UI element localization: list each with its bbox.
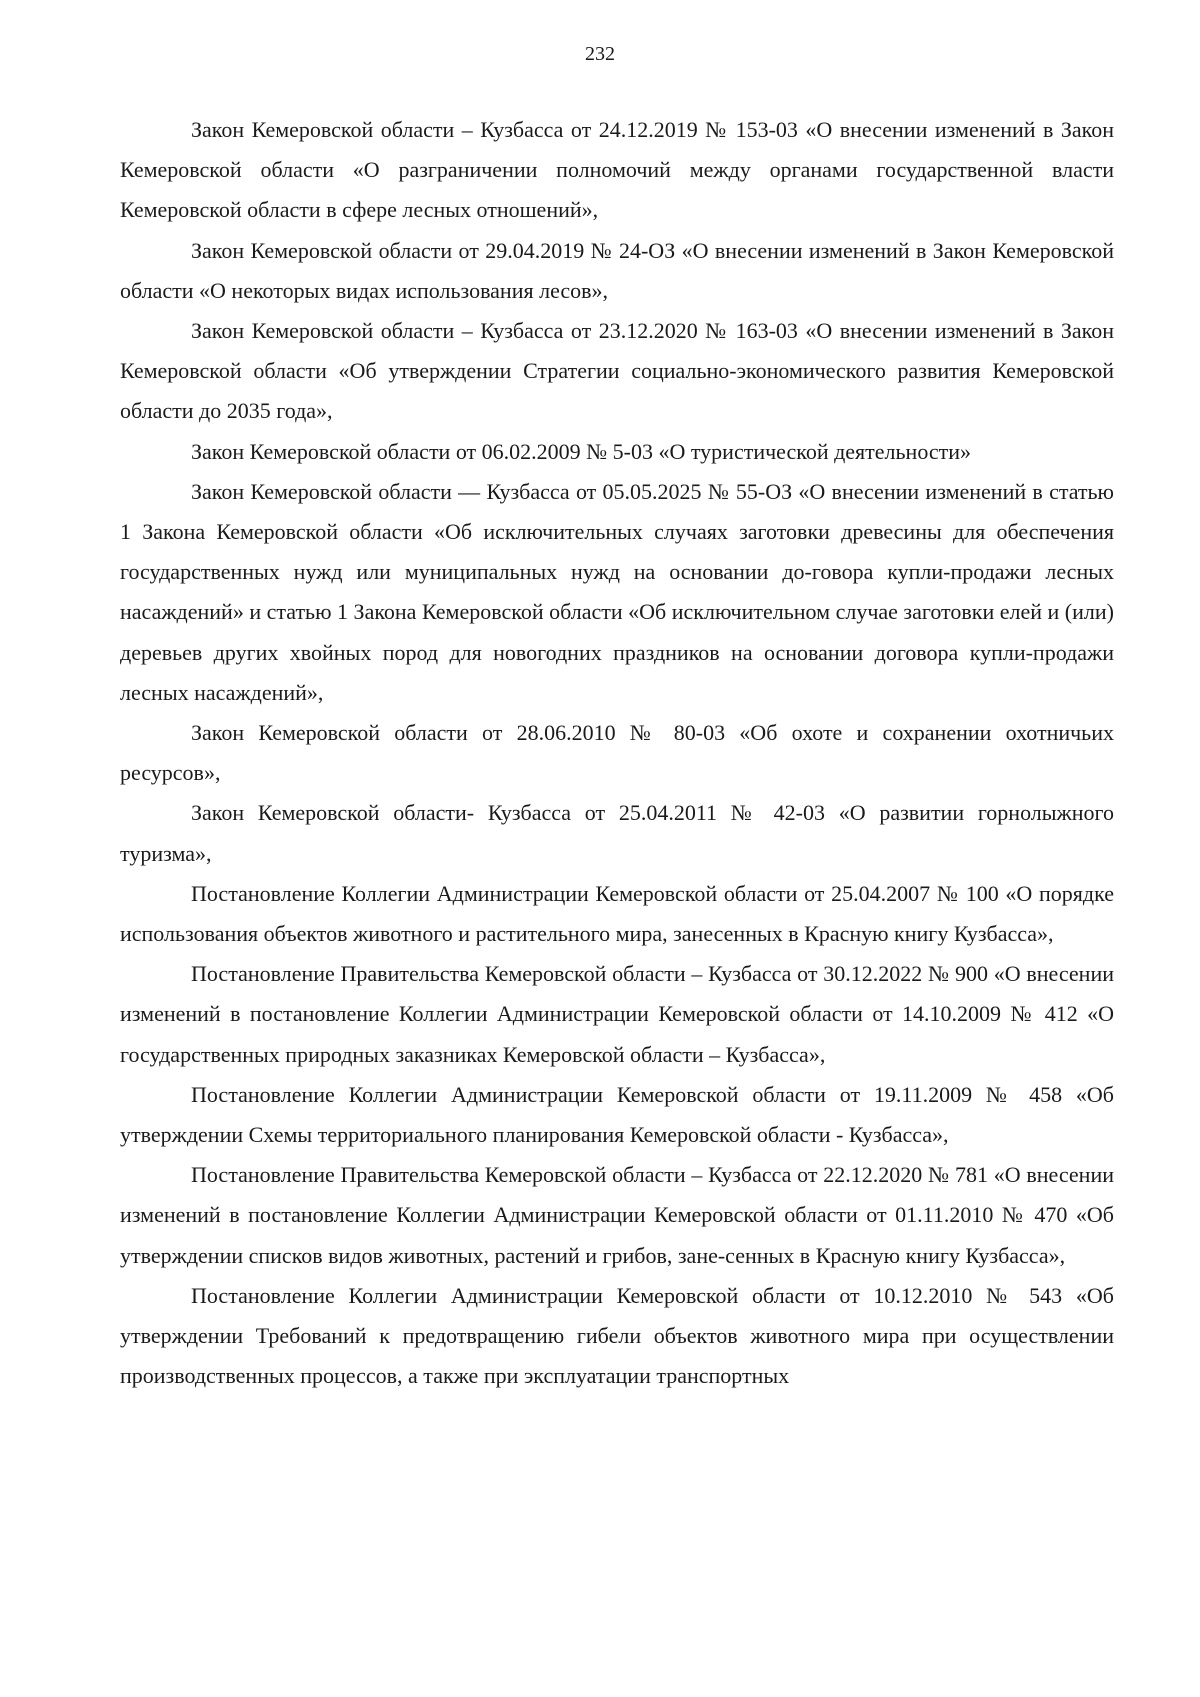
paragraph: Закон Кемеровской области от 28.06.2010 № 80-03 «Об охоте и сохранении охотничьих ресурсов», <box>120 720 1114 786</box>
paragraph: Закон Кемеровской области – Кузбасса от 23.12.2020 № 163-03 «О внесении изменений в Закон Кемеровской области «Об утверждении Стратегии социально-экономического развития Кемеровской области до 2035 года», <box>120 318 1114 424</box>
paragraph: Закон Кемеровской области – Кузбасса от 24.12.2019 № 153-03 «О внесении изменений в Закон Кемеровской области «О разграничении полномочий между органами государственной власти Кемеровской области в сфере лесных отношений», <box>120 117 1114 223</box>
document-body <box>120 110 1114 1397</box>
paragraph: Постановление Правительства Кемеровской области – Кузбасса от 22.12.2020 № 781 «О внесении изменений в постановление Коллегии Администрации Кемеровской области от 01.11.2010 № 470 «Об утверждении списков видов животных, растений и грибов, зане-сенных в Красную книгу Кузбасса», <box>120 1162 1114 1268</box>
paragraph: Закон Кемеровской области- Кузбасса от 25.04.2011 № 42-03 «О развитии горнолыжного туризма», <box>120 800 1114 866</box>
paragraph: Закон Кемеровской области — Кузбасса от 05.05.2025 № 55-ОЗ «О внесении изменений в статью 1 Закона Кемеровской области «Об исключительных случаях заготовки древесины для обеспечения государственных нужд или муниципальных нужд на основании до-говора купли-продажи лесных насаждений» и статью 1 Закона Кемеровской области «Об исключительном случае заготовки елей и (или) деревьев других хвойных пород для новогодних праздников на основании договора купли-продажи лесных насаждений», <box>120 478 1114 705</box>
paragraph: Закон Кемеровской области от 06.02.2009 № 5-03 «О туристической деятельности» <box>191 438 972 464</box>
paragraph: Закон Кемеровской области от 29.04.2019 № 24-ОЗ «О внесении изменений в Закон Кемеровской области «О некоторых видах использования лесов», <box>120 237 1114 303</box>
page-number: 232 <box>585 43 615 65</box>
paragraph: Постановление Коллегии Администрации Кемеровской области от 19.11.2009 № 458 «Об утверждении Схемы территориального планирования Кемеровской области - Кузбасса», <box>120 1081 1114 1148</box>
paragraph: Постановление Коллегии Администрации Кемеровской области от 10.12.2010 № 543 «Об утверждении Требований к предотвращению гибели объектов животного мира при осуществлении производственных процессов, а также при эксплуатации транспортных <box>120 1282 1114 1389</box>
paragraph: Постановление Коллегии Администрации Кемеровской области от 25.04.2007 № 100 «О порядке использования объектов животного и растительного мира, занесенных в Красную книгу Кузбасса», <box>120 880 1114 947</box>
paragraph: Постановление Правительства Кемеровской области – Кузбасса от 30.12.2022 № 900 «О внесении изменений в постановление Коллегии Администрации Кемеровской области от 14.10.2009 № 412 «О государственных природных заказниках Кемеровской области – Кузбасса», <box>120 961 1114 1067</box>
